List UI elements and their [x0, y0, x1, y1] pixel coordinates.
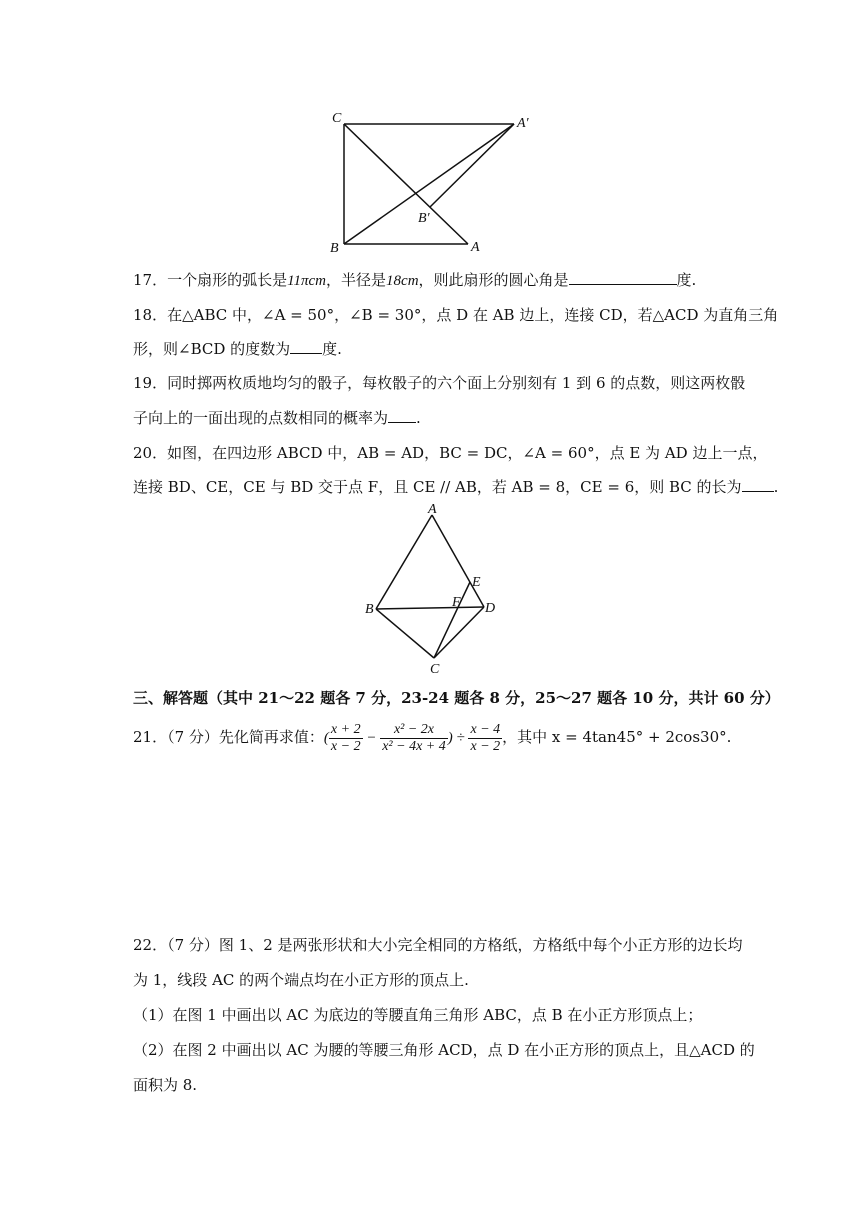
question-21: 21．（7 分）先化简再求值：( $\frac{x + 2}{x - 2}$ − $\frac{\text{x² − 2x}}{\text{x² − 4x + 4}}$ ) ÷ $\frac{x - 4}{x - 2}$ ，其中 x = 4tan45° + 2cos30°.: [133, 721, 732, 754]
q22-number: 22．: [133, 936, 168, 954]
q21-prefix: （7 分）先化简再求值：: [167, 728, 324, 746]
label-A: A: [471, 240, 480, 255]
question-19-cont: [133, 408, 748, 428]
q19-answer-blank[interactable]: [388, 408, 416, 423]
question-19: [133, 373, 748, 393]
figure-1-svg: [320, 105, 550, 260]
q17-text-c: ，则此扇形的圆心角是: [418, 271, 569, 289]
question-22: [133, 935, 748, 955]
q19-line2-a: 子向上的一面出现的点数相同的概率为: [133, 409, 389, 427]
q19-number: 19．: [133, 374, 168, 392]
fig2-label-F: F: [452, 595, 461, 610]
q20-line2-b: .: [773, 478, 779, 496]
q22-line2: 为 1，线段 AC 的两个端点均在小正方形的顶点上.: [133, 971, 469, 989]
q20-line2-a: 连接 BD、CE，CE 与 BD 交于点 F，且 CE // AB，若 AB = 8，CE = 6，则 BC 的长为: [133, 478, 742, 496]
q18-line1: 在△ABC 中，∠A = 50°，∠B = 30°，点 D 在 AB 边上，连接 CD，若△ACD 为直角三角: [167, 306, 779, 324]
label-A-prime: A′: [517, 116, 529, 131]
figure-quadrilateral-ABCD: [355, 500, 505, 678]
fig2-label-C: C: [430, 662, 440, 677]
question-20-cont: [133, 477, 779, 497]
q19-line1: 同时掷两枚质地均匀的骰子，每枚骰子的六个面上分别刻有 1 到 6 的点数，则这两枚骰: [167, 374, 746, 392]
figure-rectangle-triangle: [320, 105, 550, 260]
q17-text-a: 一个扇形的弧长是: [167, 271, 288, 289]
q22-part2-line2: 面积为 8.: [133, 1076, 198, 1094]
q19-line2-b: .: [416, 409, 421, 427]
q17-text-b: ，半径是: [326, 271, 387, 289]
q18-line2-a: 形，则∠BCD 的度数为: [133, 340, 291, 358]
q21-number: 21．: [133, 728, 168, 746]
q22-part2-line1: （2）在图 2 中画出以 AC 为腰的等腰三角形 ACD，点 D 在小正方形的顶点上，且△ACD 的: [133, 1041, 755, 1059]
q22-line1: （7 分）图 1、2 是两张形状和大小完全相同的方格纸，方格纸中每个小正方形的边长均: [167, 936, 743, 954]
question-18-cont: [133, 339, 748, 359]
question-22-part2: [133, 1040, 755, 1060]
section-3-heading: 三、解答题（其中 21～22 题各 7 分，23-24 题各 8 分，25～27 题各 10 分，共计 60 分）: [133, 689, 780, 707]
fig2-label-A: A: [428, 502, 437, 517]
q17-radius: 18cm: [386, 273, 419, 289]
label-C: C: [332, 111, 342, 126]
question-17: [133, 270, 748, 291]
question-22-cont: [133, 970, 748, 990]
q20-line1: 如图，在四边形 ABCD 中，AB = AD，BC = DC，∠A = 60°，点 E 为 AD 边上一点，: [167, 444, 768, 462]
question-20: [133, 443, 768, 463]
q21-fraction-1: $\frac{x + 2}{x - 2}$: [330, 721, 361, 754]
q18-line2-b: 度.: [322, 340, 342, 358]
q20-answer-blank[interactable]: [742, 477, 774, 492]
question-22-part1: [133, 1005, 748, 1025]
q18-number: 18．: [133, 306, 168, 324]
q17-answer-blank[interactable]: [569, 270, 677, 285]
fig2-label-D: D: [485, 601, 496, 616]
label-B-prime: B′: [418, 211, 430, 226]
q18-answer-blank[interactable]: [290, 339, 322, 354]
q21-fraction-2: $\frac{\text{x² − 2x}}{\text{x² − 4x + 4}}$: [382, 721, 446, 754]
fig2-label-E: E: [472, 575, 481, 590]
q17-arc: 11πcm: [287, 273, 327, 289]
question-22-part2-cont: [133, 1075, 748, 1095]
q17-number: 17．: [133, 271, 168, 289]
q22-part1-text: （1）在图 1 中画出以 AC 为底边的等腰直角三角形 ABC，点 B 在小正方形顶点上；: [133, 1006, 703, 1024]
label-B: B: [330, 241, 339, 256]
question-18: [133, 305, 779, 325]
q21-suffix: ，其中 x = 4tan45° + 2cos30°.: [502, 728, 732, 746]
figure-2-svg: [355, 500, 505, 678]
q21-fraction-3: $\frac{x - 4}{x - 2}$: [470, 721, 501, 754]
fig2-label-B: B: [365, 602, 374, 617]
q20-number: 20．: [133, 444, 168, 462]
q17-text-d: 度.: [676, 271, 697, 289]
